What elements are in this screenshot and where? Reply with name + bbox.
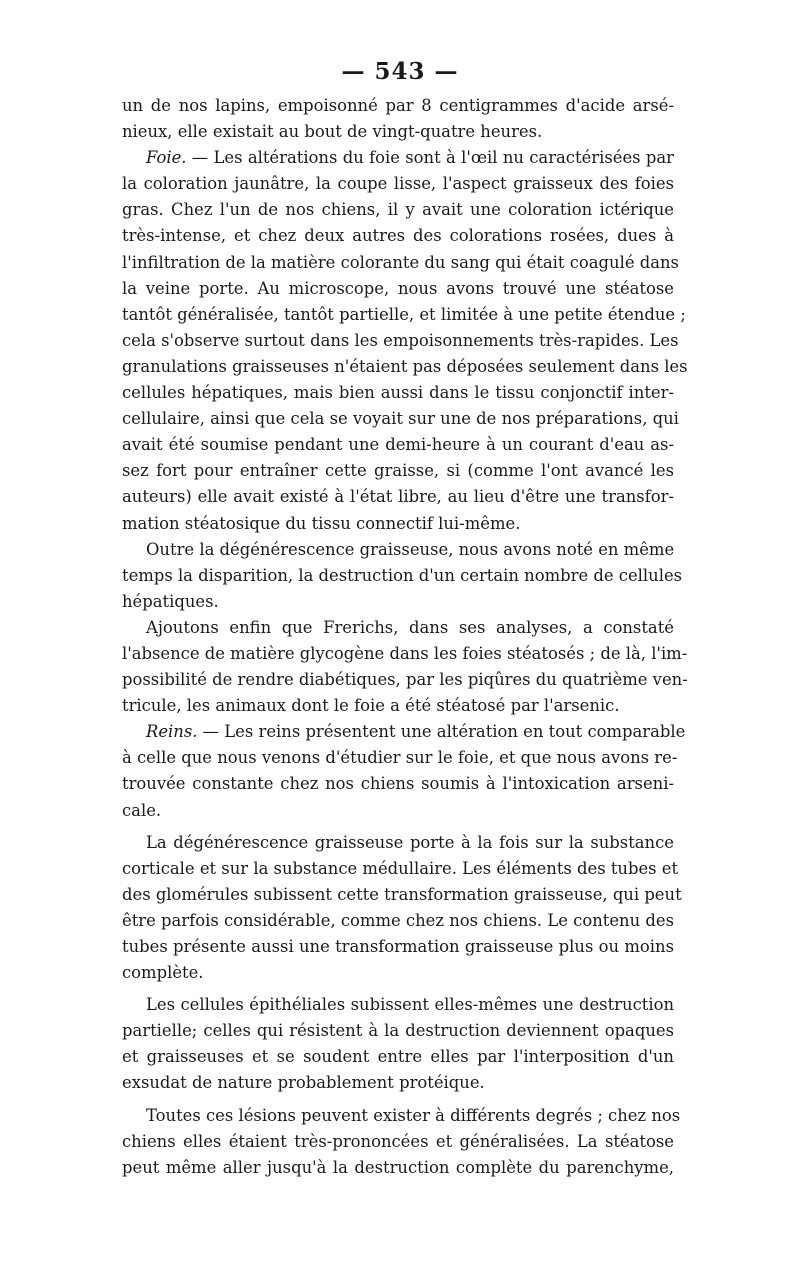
- text-line: hépatiques.: [122, 591, 219, 611]
- text-line: tantôt généralisée, tantôt partielle, et limitée à une petite étendue ;: [122, 304, 686, 324]
- text-line: l'infiltration de la matière colorante du sang qui était coagulé dans: [122, 252, 679, 272]
- text-line: trouvée constante chez nos chiens soumis à l'intoxication arseni-: [122, 774, 674, 794]
- text-line: possibilité de rendre diabétiques, par les piqûres du quatrième ven-: [122, 670, 688, 690]
- section-heading-reins: Reins.: [146, 722, 198, 742]
- text-line: Les cellules épithéliales subissent elles-mêmes une destruction: [146, 995, 674, 1015]
- paragraph-lesions: [122, 1103, 681, 1181]
- text-line: un de nos lapins, empoisonné par 8 centigrammes d'acide arsé-: [122, 96, 674, 115]
- text-line: et graisseuses et se soudent entre elles par l'interposition d'un: [122, 1047, 674, 1067]
- text-line: cellules hépatiques, mais bien aussi dans le tissu conjonctif inter-: [122, 383, 674, 403]
- paragraph-frerichs: [122, 615, 688, 719]
- text-line: auteurs) elle avait existé à l'état libre, au lieu d'être une transfor-: [122, 487, 674, 507]
- text-line-content: — Les reins présentent une altération en tout comparable: [197, 722, 686, 742]
- text-line: La dégénérescence graisseuse porte à la fois sur la substance: [146, 832, 674, 852]
- text-line: Toutes ces lésions peuvent exister à différents degrés ; chez nos: [146, 1105, 681, 1125]
- text-line: temps la disparition, la destruction d'un certain nombre de cellules: [122, 565, 683, 585]
- text-line: granulations graisseuses n'étaient pas déposées seulement dans les: [122, 356, 688, 376]
- text-line: la veine porte. Au microscope, nous avons trouvé une stéatose: [122, 278, 674, 298]
- text-line: [122, 719, 686, 745]
- paragraph-arsenic-rabbit: [122, 93, 674, 145]
- paragraph-foie: [122, 145, 688, 536]
- text-line: cellulaire, ainsi que cela se voyait sur une de nos préparations, qui: [122, 409, 679, 429]
- text-line: mation stéatosique du tissu connectif lui-même.: [122, 513, 521, 533]
- text-line-content: — Les altérations du foie sont à l'œil nu caractérisées par: [186, 148, 674, 168]
- text-line: tubes présente aussi une transformation graisseuse plus ou moins: [122, 937, 674, 956]
- text-line: tricule, les animaux dont le foie a été stéatosé par l'arsenic.: [122, 696, 620, 716]
- text-line: [122, 145, 674, 171]
- text-line: à celle que nous venons d'étudier sur le foie, et que nous avons re-: [122, 748, 678, 768]
- text-line: la coloration jaunâtre, la coupe lisse, l'aspect graisseux des foies: [122, 174, 674, 194]
- text-line: l'absence de matière glycogène dans les foies stéatosés ; de là, l'im-: [122, 643, 688, 663]
- text-line: peut même aller jusqu'à la destruction complète du parenchyme,: [122, 1157, 674, 1177]
- page-number: — 543 —: [341, 58, 459, 85]
- paragraph-degenerescence: [122, 537, 683, 615]
- paragraph-reins: [122, 719, 686, 823]
- text-line: gras. Chez l'un de nos chiens, il y avait une coloration ictérique: [122, 200, 674, 220]
- text-line: très-intense, et chez deux autres des colorations rosées, dues à: [122, 226, 674, 246]
- text-line: avait été soumise pendant une demi-heure à un courant d'eau as-: [122, 435, 674, 455]
- text-line: Outre la dégénérescence graisseuse, nous avons noté en même: [146, 539, 675, 559]
- section-heading-foie: Foie.: [146, 148, 187, 168]
- text-line: partielle; celles qui résistent à la destruction deviennent opaques: [122, 1021, 674, 1041]
- text-line: corticale et sur la substance médullaire. Les éléments des tubes et: [122, 858, 679, 878]
- text-line: cale.: [122, 800, 162, 820]
- paragraph-cellules-epitheliales: [122, 992, 674, 1096]
- text-line: cela s'observe surtout dans les empoisonnements très-rapides. Les: [122, 330, 679, 350]
- paragraph-substance: [122, 830, 682, 987]
- text-line: sez fort pour entraîner cette graisse, si (comme l'ont avancé les: [122, 461, 674, 481]
- text-line: des glomérules subissent cette transformation graisseuse, qui peut: [122, 884, 682, 904]
- text-line: être parfois considérable, comme chez nos chiens. Le contenu des: [122, 910, 674, 930]
- text-line: nieux, elle existait au bout de vingt-quatre heures.: [122, 122, 543, 142]
- body-text: [122, 93, 688, 1181]
- text-line: Ajoutons enfin que Frerichs, dans ses analyses, a constaté: [146, 617, 674, 637]
- text-line: exsudat de nature probablement protéique.: [122, 1073, 485, 1093]
- text-line: chiens elles étaient très-prononcées et généralisées. La stéatose: [122, 1131, 674, 1151]
- text-line: complète.: [122, 963, 204, 983]
